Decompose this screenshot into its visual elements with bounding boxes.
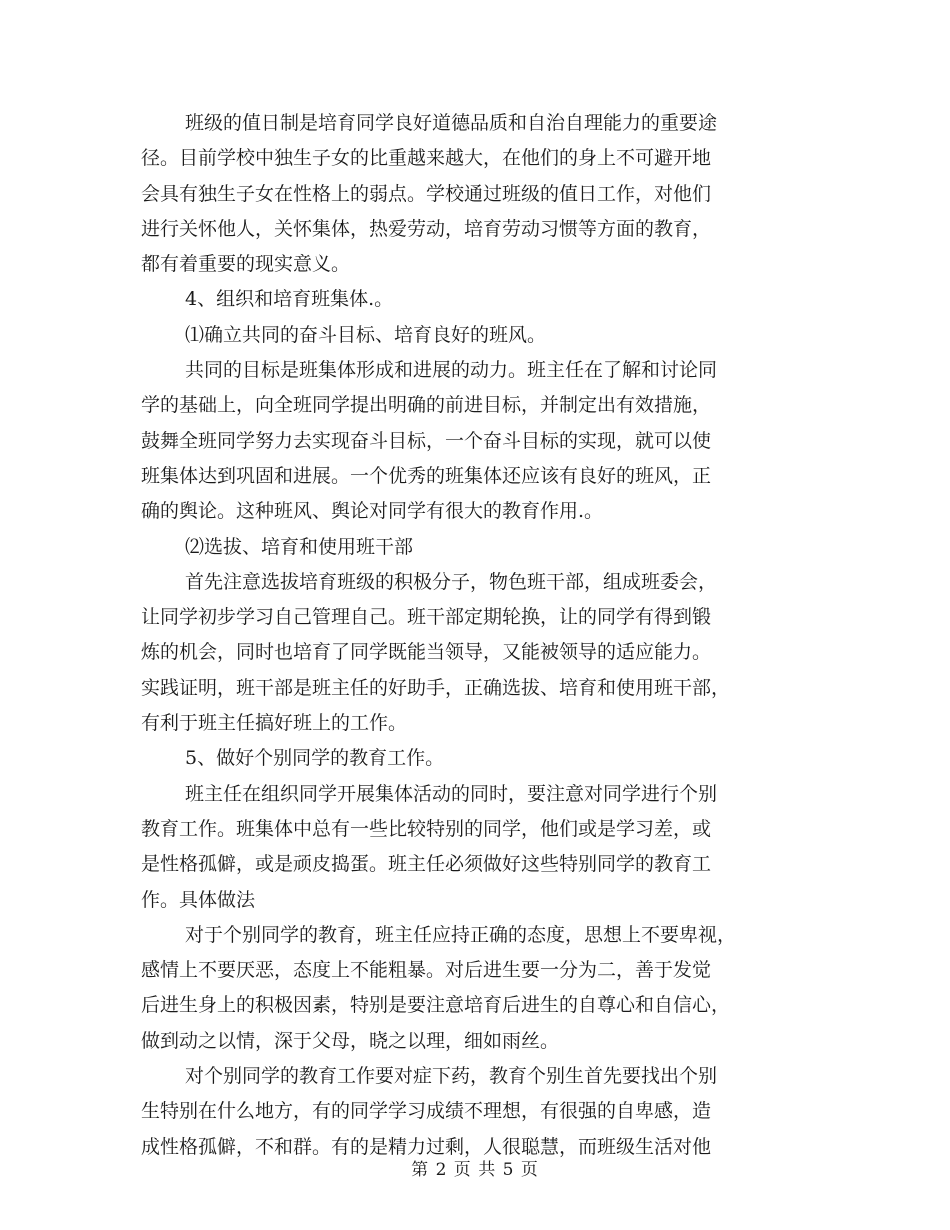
text-line: 径。目前学校中独生子女的比重越来越大，在他们的身上不可避开地 [141, 147, 712, 170]
text-line: 会具有独生子女在性格上的弱点。学校通过班级的值日工作，对他们 [141, 182, 712, 205]
section-heading: 4、组织和培育班集体.。 [185, 288, 394, 311]
text-line: 实践证明，班干部是班主任的好助手，正确选拔、培育和使用班干部， [141, 676, 731, 699]
body-text [141, 106, 811, 1165]
text-line: 是性格孤僻，或是顽皮捣蛋。班主任必须做好这些特别同学的教育工 [141, 853, 712, 876]
text-line: 共同的目标是班集体形成和进展的动力。班主任在了解和讨论同 [185, 359, 718, 382]
text-line: 炼的机会，同时也培育了同学既能当领导，又能被领导的适应能力。 [141, 641, 712, 664]
subsection-heading: ⑵选拔、培育和使用班干部 [185, 535, 414, 558]
text-line: 都有着重要的现实意义。 [141, 253, 351, 276]
text-line: 首先注意选拔培育班级的积极分子，物色班干部，组成班委会， [185, 570, 718, 593]
text-line: 班主任在组织同学开展集体活动的同时，要注意对同学进行个别 [185, 782, 718, 805]
text-line: 进行关怀他人，关怀集体，热爱劳动，培育劳动习惯等方面的教育， [141, 217, 712, 240]
text-line: 做到动之以情，深于父母，晓之以理，细如雨丝。 [141, 1029, 560, 1052]
text-line: 班级的值日制是培育同学良好道德品质和自治自理能力的重要途 [185, 112, 718, 134]
text-line: 对个别同学的教育工作要对症下药，教育个别生首先要找出个别 [185, 1065, 718, 1088]
page-number-footer: 第 2 页 共 5 页 [411, 1160, 539, 1180]
text-line: 教育工作。班集体中总有一些比较特别的同学，他们或是学习差，或 [141, 817, 712, 840]
section-heading: 5、做好个别同学的教育工作。 [185, 747, 445, 770]
text-line: 生特别在什么地方，有的同学学习成绩不理想，有很强的自卑感，造 [141, 1100, 712, 1123]
text-line: 学的基础上，向全班同学提出明确的前进目标，并制定出有效措施， [141, 394, 712, 417]
text-line: 班集体达到巩固和进展。一个优秀的班集体还应该有良好的班风，正 [141, 464, 712, 487]
text-line: 对于个别同学的教育，班主任应持正确的态度，思想上不要卑视， [185, 923, 737, 946]
text-line: 鼓舞全班同学努力去实现奋斗目标，一个奋斗目标的实现，就可以使 [141, 429, 712, 452]
text-line: 确的舆论。这种班风、舆论对同学有很大的教育作用.。 [141, 500, 604, 523]
subsection-heading: ⑴确立共同的奋斗目标、培育良好的班风。 [185, 323, 547, 346]
text-line: 作。具体做法 [141, 888, 256, 911]
text-line: 让同学初步学习自己管理自己。班干部定期轮换，让的同学有得到锻 [141, 606, 712, 629]
text-line: 感情上不要厌恶，态度上不能粗暴。对后进生要一分为二，善于发觉 [141, 959, 712, 982]
text-line: 成性格孤僻，不和群。有的是精力过剩，人很聪慧，而班级生活对他 [141, 1135, 712, 1158]
text-line: 后进生身上的积极因素，特别是要注意培育后进生的自尊心和自信心， [141, 994, 731, 1017]
text-line: 有利于班主任搞好班上的工作。 [141, 712, 408, 735]
